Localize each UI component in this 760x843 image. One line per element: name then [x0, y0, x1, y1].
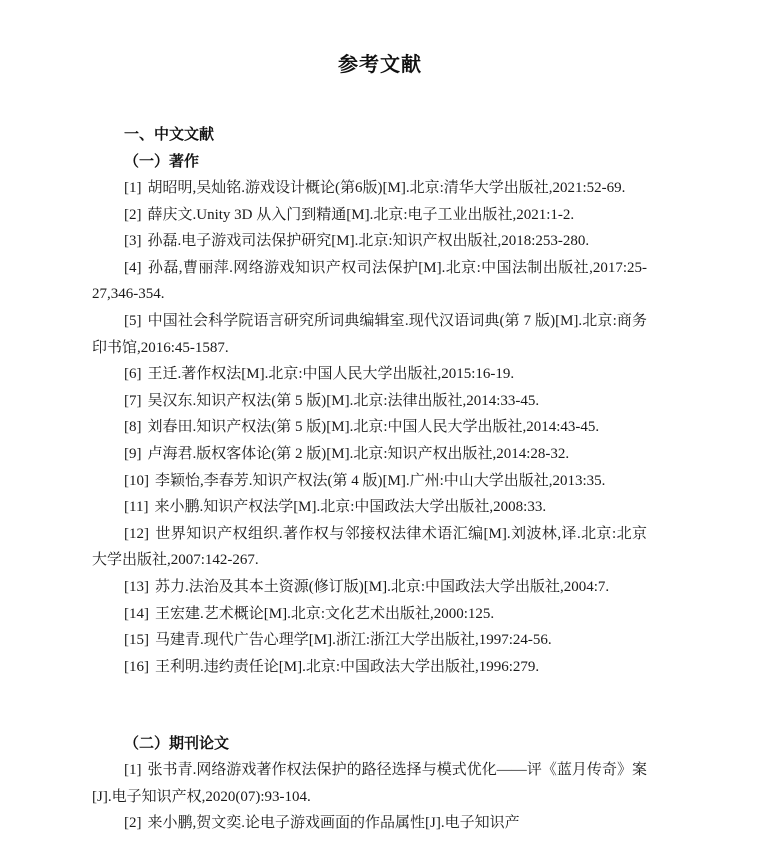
reference-text: 刘春田.知识产权法(第 5 版)[M].北京:中国人民大学出版社,2014:43-45. [147, 419, 600, 436]
reference-item [92, 494, 647, 521]
reference-list-journals [92, 757, 647, 837]
reference-number: [6] [124, 366, 142, 383]
reference-item [92, 810, 647, 837]
reference-text: 孙磊.电子游戏司法保护研究[M].北京:知识产权出版社,2018:253-280. [147, 233, 590, 250]
reference-item [92, 521, 647, 574]
reference-number: [11] [124, 499, 149, 516]
reference-text: 苏力.法治及其本土资源(修订版)[M].北京:中国政法大学出版社,2004:7. [155, 578, 610, 595]
reference-text: 来小鹏,贺文奕.论电子游戏画面的作品属性[J].电子知识产 [147, 815, 520, 832]
reference-item [92, 414, 647, 441]
reference-number: [3] [124, 233, 142, 250]
reference-number: [1] [124, 762, 142, 778]
reference-text: 王迁.著作权法[M].北京:中国人民大学出版社,2015:16-19. [147, 366, 515, 383]
reference-text: 孙磊,曹丽萍.网络游戏知识产权司法保护[M].北京:中国法制出版社,2017:25-27,346-354. [92, 259, 647, 303]
reference-number: [14] [124, 605, 149, 622]
reference-text: 世界知识产权组织.著作权与邻接权法律术语汇编[M].刘波林,译.北京:北京大学出版社,2007:142-267. [92, 525, 647, 569]
reference-text: 胡昭明,吴灿铭.游戏设计概论(第6版)[M].北京:清华大学出版社,2021:52-69. [147, 180, 626, 196]
reference-number: [10] [124, 472, 149, 489]
reference-text: 中国社会科学院语言研究所词典编辑室.现代汉语词典(第 7 版)[M].北京:商务印书馆,2016:45-1587. [92, 312, 647, 356]
subsection-heading-journal-articles: （二）期刊论文 [124, 734, 230, 752]
section-heading-chinese-literature: 一、中文文献 [124, 125, 215, 143]
reference-text: 来小鹏.知识产权法学[M].北京:中国政法大学出版社,2008:33. [154, 499, 547, 516]
reference-item [92, 627, 647, 654]
reference-number: [15] [124, 632, 149, 649]
reference-text: 薛庆文.Unity 3D 从入门到精通[M].北京:电子工业出版社,2021:1-2. [147, 206, 575, 223]
reference-number: [16] [124, 658, 149, 675]
reference-item [92, 601, 647, 628]
reference-item [92, 757, 647, 810]
page-title: 参考文献 [338, 52, 422, 76]
reference-number: [8] [124, 419, 142, 436]
reference-item [92, 308, 647, 361]
reference-item [92, 574, 647, 601]
reference-number: [4] [124, 259, 142, 276]
reference-item [92, 228, 647, 255]
reference-item [92, 255, 647, 308]
reference-number: [5] [124, 312, 142, 329]
reference-number: [7] [124, 392, 142, 409]
reference-item [92, 175, 647, 202]
reference-item [92, 441, 647, 468]
reference-item [92, 361, 647, 388]
reference-number: [1] [124, 180, 142, 196]
reference-text: 张书青.网络游戏著作权法保护的路径选择与模式优化——评《蓝月传奇》案[J].电子知识产权,2020(07):93-104. [92, 762, 647, 805]
reference-number: [13] [124, 578, 149, 595]
reference-text: 李颖怡,李春芳.知识产权法(第 4 版)[M].广州:中山大学出版社,2013:35. [155, 472, 606, 489]
reference-number: [2] [124, 815, 142, 832]
reference-number: [9] [124, 445, 142, 462]
reference-text: 马建青.现代广告心理学[M].浙江:浙江大学出版社,1997:24-56. [155, 632, 552, 649]
reference-item [92, 202, 647, 229]
reference-list-books [92, 175, 647, 680]
reference-text: 王利明.违约责任论[M].北京:中国政法大学出版社,1996:279. [155, 658, 540, 675]
reference-text: 王宏建.艺术概论[M].北京:文化艺术出版社,2000:125. [155, 605, 495, 622]
reference-number: [12] [124, 525, 149, 542]
reference-text: 卢海君.版权客体论(第 2 版)[M].北京:知识产权出版社,2014:28-32. [147, 445, 570, 462]
reference-item [92, 468, 647, 495]
reference-text: 吴汉东.知识产权法(第 5 版)[M].北京:法律出版社,2014:33-45. [147, 392, 540, 409]
reference-item [92, 654, 647, 681]
reference-item [92, 388, 647, 415]
subsection-heading-books: （一）著作 [124, 152, 200, 170]
reference-number: [2] [124, 206, 142, 223]
